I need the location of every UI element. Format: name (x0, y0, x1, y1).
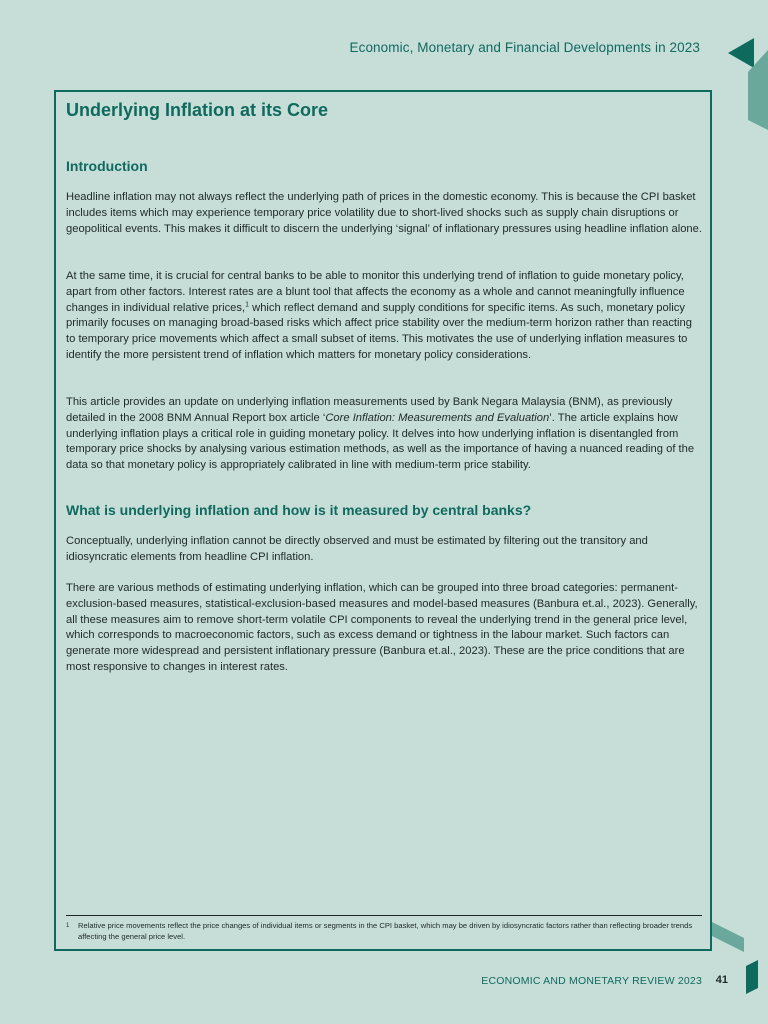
light-stripe-shape (712, 922, 744, 952)
footnote-reference: 1 (245, 300, 250, 308)
dark-triangle-shape (728, 38, 754, 68)
cited-article-title: Core Inflation: Measurements and Evaluation (325, 411, 550, 424)
corner-decoration-shape (728, 38, 768, 130)
page-number: 41 (715, 974, 728, 986)
article-box (54, 90, 712, 951)
dark-tab-shape (746, 960, 758, 994)
footnote (66, 921, 702, 942)
running-header-title: Economic, Monetary and Financial Developments in 2023 (349, 40, 700, 55)
measurement-paragraph-1: Conceptually, underlying inflation cannot be directly observed and must be estimated by filtering out the transitory and idiosyncratic elements from headline CPI inflation. (66, 535, 648, 563)
paragraph-text: which reflect demand and supply conditions for specific items. As such, monetary policy primarily focuses on managing broad-based risks which affect price stability over the medium-term horizon rather than reacting to temporary price movements which affect a small subset of items. This motivates the use of underlying inflation measures to identify the more persistent trend of inflation which matters for monetary policy considerations. (66, 301, 692, 361)
paragraph-text: At the same time, it is crucial for central banks to be able to monitor this underlying trend of inflation to guide monetary policy, apart from other factors. Interest rates are a blunt tool that affects the economy as a whole and cannot meaningfully influence changes in individual relative prices, (66, 270, 685, 314)
article-title: Underlying Inflation at its Core (66, 100, 329, 120)
footnote-divider (66, 915, 702, 916)
intro-paragraph-1: Headline inflation may not always reflect the underlying path of prices in the domestic economy. This is because the CPI basket includes items which may experience temporary price volatility due to short-lived shocks such as supply chain disruptions or geopolitical events. This makes it difficult to discern the underlying ‘signal’ of inflationary pressures using headline inflation alone. (66, 191, 702, 235)
paragraph-text: This article provides an update on underlying inflation measurements used by Bank Negara Malaysia (BNM), as previously detailed in the 2008 BNM Annual Report box article ‘ (66, 396, 673, 424)
footnote-text: Relative price movements reflect the price changes of individual items or segments in the CPI basket, which may be driven by idiosyncratic factors rather than reflecting broader trends affecting the general price level. (78, 921, 693, 941)
intro-paragraph-3 (66, 395, 702, 474)
intro-paragraph-2 (66, 269, 702, 364)
section-heading-measurement: What is underlying inflation and how is it measured by central banks? (66, 502, 532, 518)
section-heading-introduction: Introduction (66, 158, 148, 174)
footnote-marker: 1 (66, 923, 70, 929)
measurement-paragraph-2: There are various methods of estimating underlying inflation, which can be grouped into three broad categories: permanent-exclusion-based measures, statistical-exclusion-based measures and model-based measures (Banbura et.al., 2023). Generally, all these measures aim to remove short-term volatile CPI components to reveal the underlying trend in the general price level, which corresponds to macroeconomic factors, such as excess demand or tightness in the labour market. Such factors can generate more widespread and persistent inflationary pressure (Banbura et.al., 2023). These are the price conditions that are most responsive to changes in interest rates. (66, 582, 698, 673)
paragraph-text: ’. The article explains how underlying inflation plays a critical role in guiding monetary policy. It delves into how underlying inflation is disentangled from temporary price shocks by analysing various estimation methods, as well as the importance of having a nuanced reading of the data so that monetary policy is appropriately calibrated in line with medium-term price stability. (66, 411, 695, 472)
footer-publication-title: ECONOMIC AND MONETARY REVIEW 2023 (481, 975, 702, 987)
